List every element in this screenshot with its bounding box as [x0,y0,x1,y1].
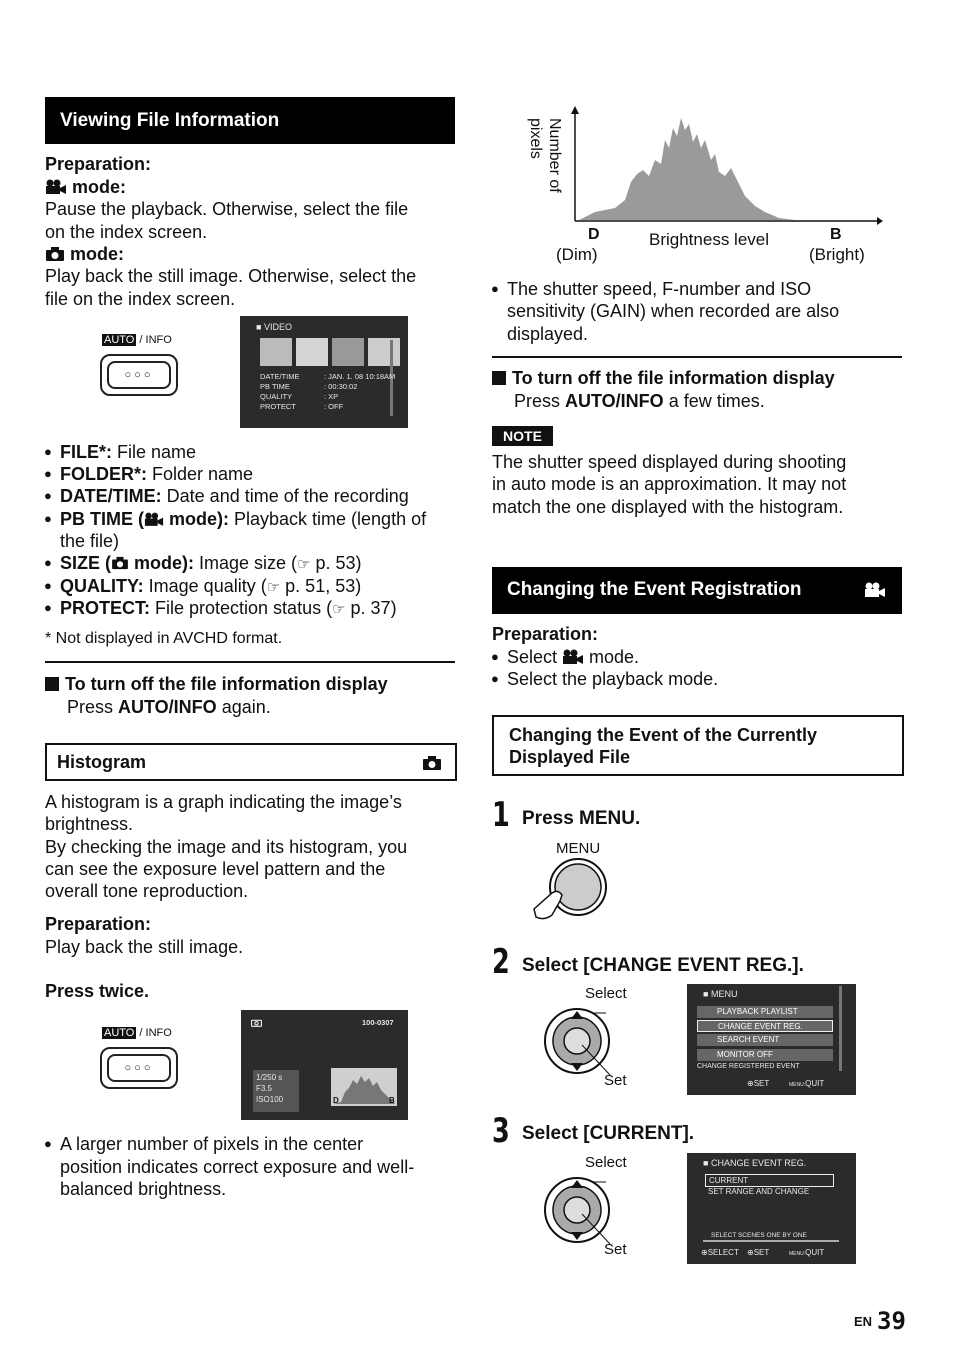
press-text: Press [67,697,119,717]
lcd1-label: PB TIME [260,382,290,391]
video-mode-line [45,176,126,199]
hist-p2-1: By checking the image and its histogram, you [45,837,408,857]
item-ref: p. 51, 53) [280,576,362,596]
thumbnail-2 [296,338,328,366]
menu-button-icon[interactable] [530,857,610,923]
x-axis-label: Brightness level [649,230,770,249]
note-text-2: in auto mode is an approximation. It may not [492,474,847,494]
hist-p1-2: brightness. [45,814,134,834]
video-mode-text-2: on the index screen. [45,222,208,242]
item-key: PB TIME ( [60,509,144,529]
bullet-center-pixels: ● A larger number of pixels in the center [60,1133,363,1156]
lcd1-info-labels [260,372,299,412]
menu-item-search-event[interactable]: SEARCH EVENT [697,1034,833,1046]
lcd1-label: PROTECT [260,402,296,411]
still-camera-icon [251,1018,262,1027]
square-bullet-icon [45,677,59,691]
item-key: mode): [164,509,229,529]
select-set-dial-icon[interactable] [540,1003,630,1079]
bullet-shutter: ● The shutter speed, F-number and ISO [507,278,811,301]
histogram-illustration [525,100,885,270]
y-axis-label-line2: pixels [527,118,544,159]
lcd3-menu-small: MENU: [789,1082,806,1088]
list-item-protect [60,597,397,622]
bullet-shutter-2: sensitivity (GAIN) when recorded are also [507,301,840,321]
lcd-still-histogram-screen [241,1010,408,1120]
note-badge: NOTE [492,426,553,446]
lcd-change-event-screen [687,1153,856,1264]
lcd4-select: SELECT [707,1248,739,1257]
lcd4-divider [703,1240,839,1242]
y-axis-label-line1: Number of [546,118,563,193]
step1-text: Press MENU. [522,808,641,829]
current-file-heading-box [492,715,904,776]
lcd2-fnumber: F3.5 [256,1084,273,1093]
lcd2-file-number: 100-0307 [362,1018,394,1027]
step-number-2: 2 [492,942,510,982]
bright-label: (Bright) [809,245,865,264]
histogram-heading-box [45,743,457,781]
footnote: * Not displayed in AVCHD format. [45,630,283,647]
menu-item-monitor-off[interactable]: MONITOR OFF [697,1049,833,1061]
lcd4-caption: SELECT SCENES ONE BY ONE [711,1232,807,1239]
y-axis-arrow [571,106,579,114]
hist-prep-label: Preparation: [45,914,152,934]
auto-info-label [102,1027,172,1039]
video-camera-icon: ■ [703,1158,709,1168]
lcd2-histogram-graphic [331,1068,397,1106]
still-mode-line [45,243,124,266]
page-reference-icon: ☞ [266,579,281,596]
menu-item-playback-playlist[interactable]: PLAYBACK PLAYLIST [697,1006,833,1018]
bullet-center-pixels-2: position indicates correct exposure and well- [60,1157,415,1177]
list-item-file [60,441,196,464]
list-item-pb-time [60,508,426,531]
list-item-date-time [60,485,409,508]
lcd1-info-values [324,372,395,412]
lcd1-value: : OFF [324,402,344,411]
hist-p2-3: overall tone reproduction. [45,881,249,901]
divider [492,356,902,358]
d-label: D [588,226,600,243]
press-twice: Press twice. [45,981,150,1001]
video-camera-icon [864,582,886,598]
item-text: File protection status ( [150,598,333,618]
item-text: Date and time of the recording [161,486,409,506]
prep-label: Preparation: [45,154,152,174]
page-reference-icon: ☞ [332,601,346,618]
b-label: B [830,226,842,243]
lcd2-b-label: B [389,1096,395,1105]
select-set-dial-icon[interactable] [540,1172,630,1248]
lcd3-set: SET [753,1079,770,1088]
lcd4-quit-hint [789,1248,824,1257]
step3-text: Select [CURRENT]. [522,1123,695,1144]
note-text-1: The shutter speed displayed during shooting [492,452,847,472]
prep-text: mode. [584,647,640,667]
event-prep-item-2: ● Select the playback mode. [507,668,718,691]
hist-p1-1: A histogram is a graph indicating the image’s [45,792,402,812]
item-ref: p. 37) [345,598,397,618]
lcd3-quit-hint [789,1079,824,1088]
menu-label: MENU [556,840,601,857]
turnoff-instruction-right [514,390,765,413]
bullet-shutter-3: displayed. [507,324,589,344]
step2-text: Select [CHANGE EVENT REG.]. [522,955,804,976]
lcd1-label: DATE/TIME [260,372,300,381]
item-key: DATE/TIME: [60,486,162,506]
option-set-range[interactable]: SET RANGE AND CHANGE [708,1187,810,1196]
step-number-3: 3 [492,1111,510,1151]
note-text-3: match the one displayed with the histogram. [492,497,844,517]
square-bullet-icon [492,371,506,385]
list-item-pb-time-cont: the file) [60,531,120,551]
still-mode-text-2: file on the index screen. [45,289,236,309]
lcd2-iso: ISO100 [256,1095,284,1104]
step-number-1: 1 [492,795,510,835]
video-camera-icon [562,649,584,665]
histogram-title: Histogram [57,752,147,772]
still-mode-text-1: Play back the still image. Otherwise, select the [45,266,417,286]
item-key: mode): [129,553,195,573]
item-text: File name [112,442,197,462]
item-text: Image size ( [194,553,298,573]
page-reference-icon: ☞ [297,556,311,573]
thumbnail-1 [260,338,292,366]
lcd3-caption: CHANGE REGISTERED EVENT [697,1063,800,1070]
list-item-folder [60,463,253,486]
info-label: / INFO [139,334,172,346]
prep-text: Select [507,647,563,667]
turnoff-heading-left [45,673,388,696]
lcd3-scrollbar [839,986,842,1071]
select-label: Select [585,1154,627,1171]
lcd3-quit: QUIT [805,1079,825,1088]
page-number: 39 [877,1307,906,1335]
thumbnail-4 [368,338,400,366]
lcd1-value: : XP [324,392,339,401]
section-title-text: Viewing File Information [60,110,280,131]
x-axis-arrow [877,217,883,225]
key-text: AUTO/INFO [565,391,664,411]
item-ref: p. 53) [310,553,362,573]
auto-info-button-face: ○○○ [107,361,171,389]
divider [45,661,455,663]
turnoff-heading-right [492,367,835,390]
lcd2-shutter: 1/250 s [256,1073,283,1082]
lcd3-set-hint: ⊕SET [747,1079,770,1088]
still-camera-icon [111,556,129,570]
still-mode-label: mode: [70,244,125,264]
lcd3-header-text: MENU [710,989,738,999]
section-title-text: Changing the Event Registration [507,579,802,600]
lcd1-header [256,322,292,332]
lcd1-header-text: VIDEO [263,322,292,332]
lcd4-header-text: CHANGE EVENT REG. [710,1158,807,1168]
select-label: Select [585,985,627,1002]
auto-label-box: AUTO [104,334,135,346]
video-camera-icon: ■ [703,989,709,999]
list-item-quality [60,575,361,600]
list-item-size [60,552,362,577]
turnoff-heading-text: To turn off the file information display [512,368,835,388]
dim-label: (Dim) [556,245,598,264]
lcd4-select-hint: ⊕SELECT [701,1248,739,1257]
y-axis-label [525,118,569,218]
lcd2-exposure-box [253,1070,299,1112]
video-mode-label: mode: [72,177,127,197]
set-label: Set [604,1241,627,1258]
lcd-menu-screen [687,984,856,1095]
auto-info-button-face: ○○○ [107,1054,171,1082]
lcd-video-info-screen [240,316,408,428]
item-key: FOLDER*: [60,464,147,484]
item-key: QUALITY: [60,576,144,596]
item-text: Playback time (length of [229,509,427,529]
rest-text: again. [216,697,271,717]
section-title-changing-event [492,567,902,614]
menu-item-change-event-reg[interactable]: CHANGE EVENT REG. [697,1020,833,1032]
lcd2-d-label: D [333,1096,339,1105]
key-text: AUTO/INFO [118,697,217,717]
histogram-graph [565,100,885,230]
event-prep-item-1 [507,646,639,669]
auto-info-button[interactable] [100,354,178,396]
lcd1-label: QUALITY [260,392,293,401]
lcd4-menu-small: MENU: [789,1251,806,1257]
lcd1-value: : 00:30:02 [324,382,358,391]
language-code: EN [854,1314,873,1329]
thumbnail-3 [332,338,364,366]
lcd3-header [703,989,737,999]
lcd2-histogram [331,1068,397,1106]
hist-prep-text: Play back the still image. [45,937,244,957]
lcd4-quit: QUIT [805,1248,825,1257]
lcd4-set-hint: ⊕SET [747,1248,770,1257]
video-camera-icon: ■ [256,322,262,332]
lcd4-set: SET [753,1248,770,1257]
info-label: / INFO [139,1027,172,1039]
lcd4-header [703,1158,806,1168]
hist-p2-2: can see the exposure level pattern and the [45,859,386,879]
option-current[interactable]: CURRENT [705,1174,834,1187]
auto-info-button[interactable] [100,1047,178,1089]
item-key: SIZE ( [60,553,112,573]
item-text: Folder name [147,464,254,484]
video-camera-icon [144,512,164,527]
press-text: Press [514,391,566,411]
bullet-center-pixels-3: balanced brightness. [60,1179,227,1199]
current-box-line2: Displayed File [509,747,631,767]
rest-text: a few times. [663,391,765,411]
section-title-viewing-file-info [45,97,455,144]
item-text: Image quality ( [143,576,267,596]
turnoff-heading-text: To turn off the file information display [65,674,388,694]
current-box-line1: Changing the Event of the Currently [509,725,818,745]
lcd1-value: : JAN. 1. 08 10:18AM [324,372,396,381]
turnoff-instruction-left [67,696,271,719]
video-mode-text-1: Pause the playback. Otherwise, select the file [45,199,409,219]
item-key: FILE*: [60,442,112,462]
event-prep-label: Preparation: [492,624,599,644]
still-camera-icon [422,755,442,771]
video-camera-icon [45,179,67,195]
auto-info-label [102,334,172,346]
auto-label-box: AUTO [104,1027,135,1039]
still-camera-icon [45,246,65,262]
set-label: Set [604,1072,627,1089]
item-key: PROTECT: [60,598,150,618]
histogram-area [579,118,795,220]
